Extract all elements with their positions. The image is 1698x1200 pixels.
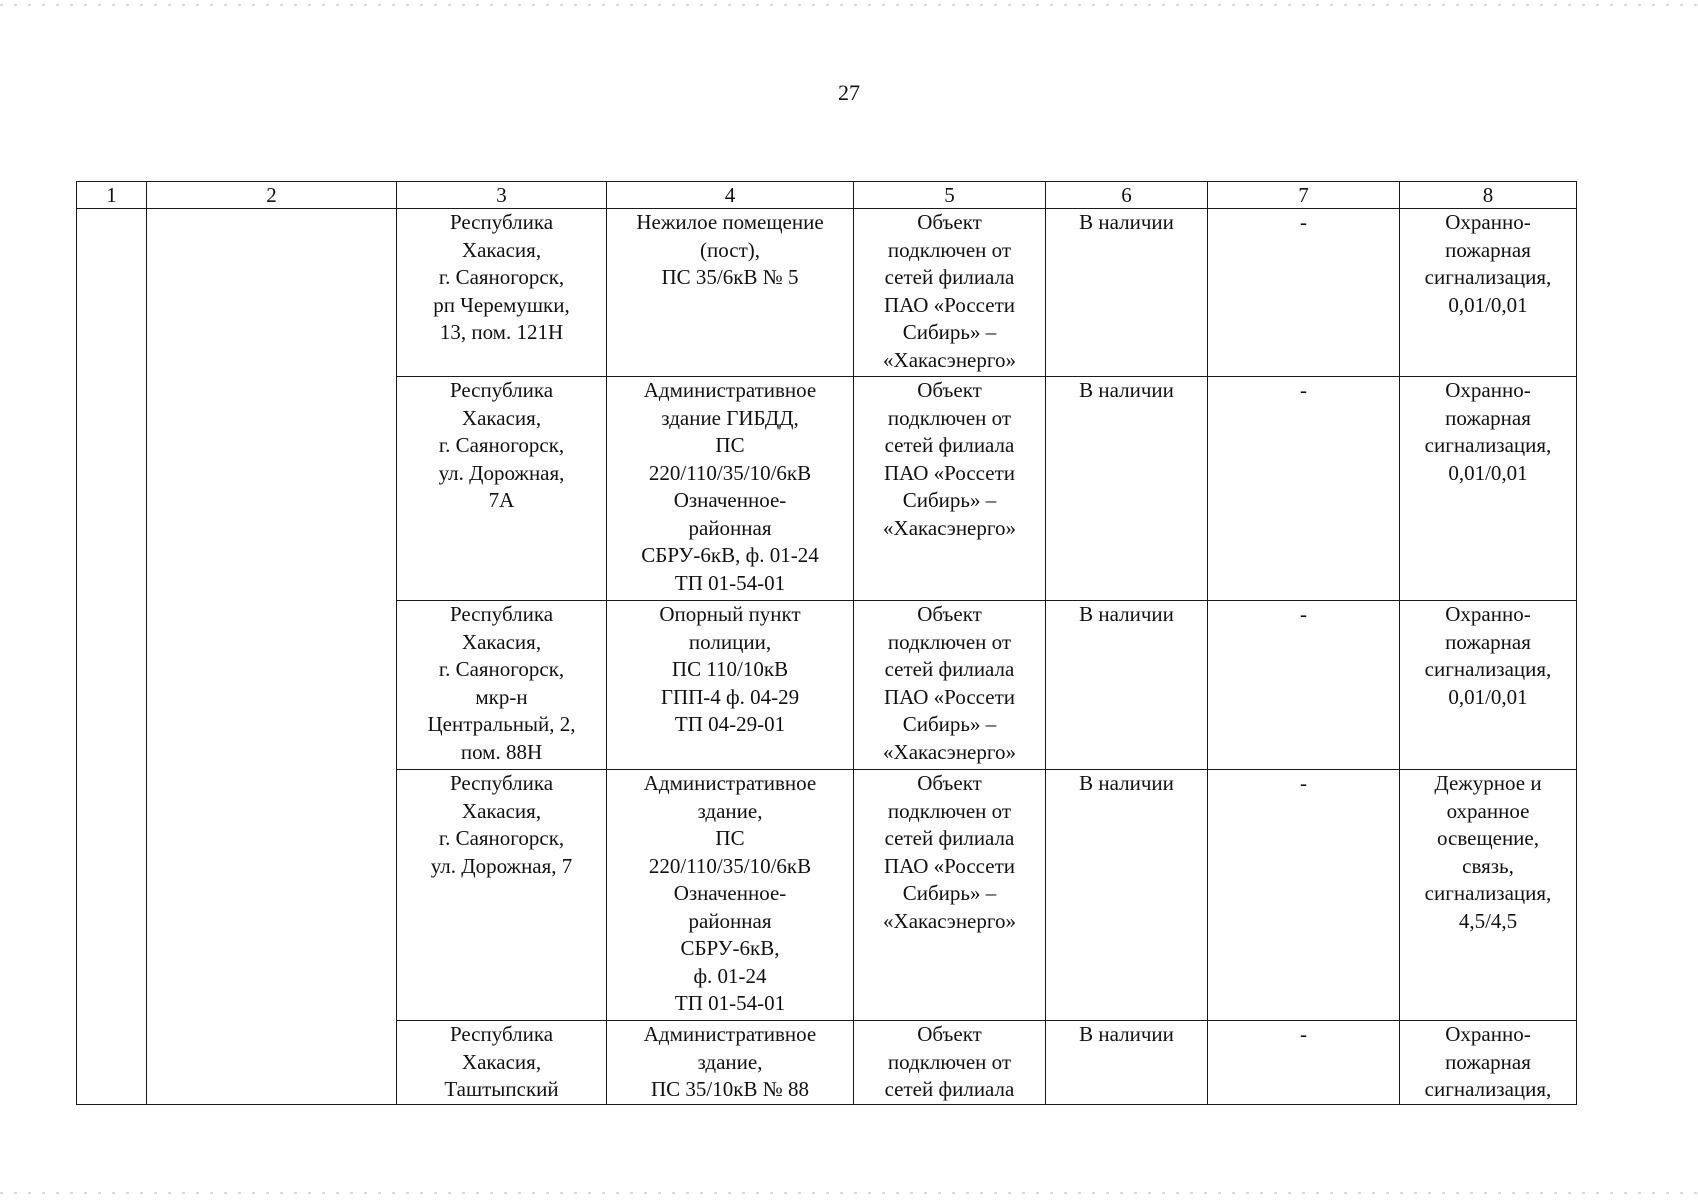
column-header-7: 7 xyxy=(1208,182,1400,209)
cell-connection: Объект подключен от сетей филиала xyxy=(854,1021,1046,1105)
cell-operator xyxy=(147,209,397,1105)
cell-object: Опорный пункт полиции, ПС 110/10кВ ГПП-4 ф. 04-29 ТП 04-29-01 xyxy=(607,601,854,770)
cell-connection: Объект подключен от сетей филиала ПАО «Россети Сибирь» – «Хакасэнерго» xyxy=(854,601,1046,770)
cell-address: Республика Хакасия, г. Саяногорск, рп Черемушки, 13, пом. 121Н xyxy=(397,209,607,377)
cell-availability: В наличии xyxy=(1046,1021,1208,1105)
cell-connection: Объект подключен от сетей филиала ПАО «Россети Сибирь» – «Хакасэнерго» xyxy=(854,377,1046,601)
cell-object: Административное здание, ПС 220/110/35/10/6кВ Означенное- районная СБРУ-6кВ, ф. 01-24 ТП 01-54-01 xyxy=(607,770,854,1021)
cell-equipment: Охранно- пожарная сигнализация, 0,01/0,01 xyxy=(1400,377,1577,601)
cell-col7: - xyxy=(1208,377,1400,601)
header-row xyxy=(77,182,1577,209)
cell-equipment: Охранно- пожарная сигнализация, 0,01/0,01 xyxy=(1400,601,1577,770)
column-header-4: 4 xyxy=(607,182,854,209)
cell-connection: Объект подключен от сетей филиала ПАО «Россети Сибирь» – «Хакасэнерго» xyxy=(854,209,1046,377)
cell-connection: Объект подключен от сетей филиала ПАО «Россети Сибирь» – «Хакасэнерго» xyxy=(854,770,1046,1021)
cell-equipment: Дежурное и охранное освещение, связь, сигнализация, 4,5/4,5 xyxy=(1400,770,1577,1021)
column-header-6: 6 xyxy=(1046,182,1208,209)
column-header-2: 2 xyxy=(147,182,397,209)
column-header-1: 1 xyxy=(77,182,147,209)
cell-object: Административное здание, ПС 35/10кВ № 88 xyxy=(607,1021,854,1105)
cell-address: Республика Хакасия, г. Саяногорск, ул. Дорожная, 7А xyxy=(397,377,607,601)
cell-object: Административное здание ГИБДД, ПС 220/110/35/10/6кВ Означенное- районная СБРУ-6кВ, ф. 01-24 ТП 01-54-01 xyxy=(607,377,854,601)
cell-address: Республика Хакасия, г. Саяногорск, ул. Дорожная, 7 xyxy=(397,770,607,1021)
column-header-5: 5 xyxy=(854,182,1046,209)
scan-edge-top xyxy=(0,4,1698,6)
cell-col7: - xyxy=(1208,209,1400,377)
scan-edge-bottom xyxy=(0,1192,1698,1194)
cell-address: Республика Хакасия, Таштыпский xyxy=(397,1021,607,1105)
data-table xyxy=(76,181,1577,1105)
cell-equipment: Охранно- пожарная сигнализация, 0,01/0,01 xyxy=(1400,209,1577,377)
table-row xyxy=(77,209,1577,377)
cell-availability: В наличии xyxy=(1046,209,1208,377)
cell-equipment: Охранно- пожарная сигнализация, xyxy=(1400,1021,1577,1105)
cell-number xyxy=(77,209,147,1105)
cell-col7: - xyxy=(1208,770,1400,1021)
cell-availability: В наличии xyxy=(1046,377,1208,601)
cell-address: Республика Хакасия, г. Саяногорск, мкр-н Центральный, 2, пом. 88Н xyxy=(397,601,607,770)
page-number: 27 xyxy=(838,80,860,105)
cell-col7: - xyxy=(1208,1021,1400,1105)
cell-object: Нежилое помещение (пост), ПС 35/6кВ № 5 xyxy=(607,209,854,377)
column-header-3: 3 xyxy=(397,182,607,209)
cell-availability: В наличии xyxy=(1046,601,1208,770)
cell-col7: - xyxy=(1208,601,1400,770)
column-header-8: 8 xyxy=(1400,182,1577,209)
cell-availability: В наличии xyxy=(1046,770,1208,1021)
